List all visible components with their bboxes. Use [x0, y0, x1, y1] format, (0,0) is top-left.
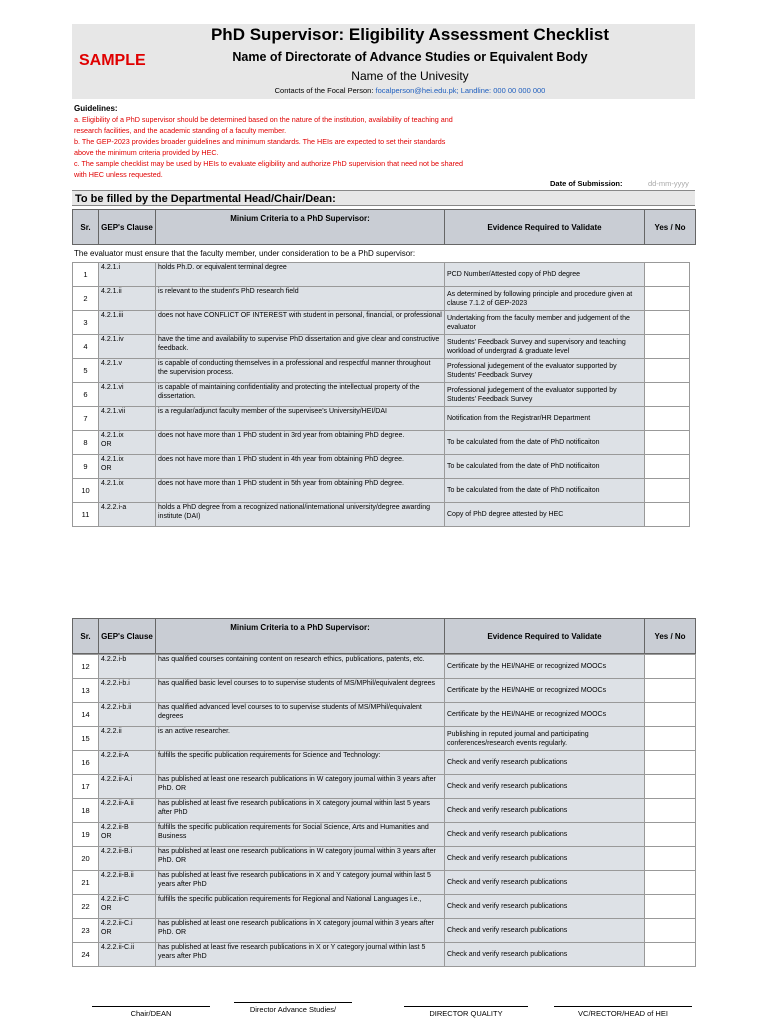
row-criteria: is capable of conducting themselves in a professional and respectful manner throughout the supervision process. — [156, 359, 445, 383]
evaluator-note: The evaluator must ensure that the faculty member, under consideration to be a PhD supervisor: — [74, 249, 416, 258]
row-sr: 1 — [73, 263, 99, 287]
col-clause: GEP's Clause — [99, 210, 156, 245]
yes-no-field[interactable] — [645, 287, 690, 311]
row-evidence: Undertaking from the faculty member and judgement of the evaluator — [445, 311, 645, 335]
col-yesno: Yes / No — [645, 619, 696, 654]
row-sr: 16 — [73, 751, 99, 775]
signature-line — [92, 1006, 210, 1007]
row-evidence: Check and verify research publications — [445, 751, 645, 775]
row-criteria: has published at least five research publications in X or Y category journal within last 5 years after PhD — [156, 943, 445, 967]
table-row — [73, 823, 696, 847]
col-clause: GEP's Clause — [99, 619, 156, 654]
yes-no-field[interactable] — [645, 479, 690, 503]
yes-no-field[interactable] — [645, 943, 696, 967]
col-yesno: Yes / No — [645, 210, 696, 245]
row-clause: 4.2.2.ii-C.ii — [99, 943, 156, 967]
row-clause: 4.2.2.ii-A.i — [99, 775, 156, 799]
signature-line — [234, 1002, 352, 1003]
row-sr: 8 — [73, 431, 99, 455]
row-criteria: does not have more than 1 PhD student in 4th year from obtaining PhD degree. — [156, 455, 445, 479]
row-criteria: does not have CONFLICT OF INTEREST with student in personal, financial, or professional — [156, 311, 445, 335]
contacts-line — [150, 86, 670, 95]
yes-no-field[interactable] — [645, 679, 696, 703]
row-criteria: has qualified advanced level courses to to supervise students of MS/MPhil/equivalent degrees — [156, 703, 445, 727]
table-row — [73, 655, 696, 679]
yes-no-field[interactable] — [645, 703, 696, 727]
row-criteria: fulfills the specific publication requirements for Regional and National Languages i.e., — [156, 895, 445, 919]
row-criteria: has published at least one research publications in W category journal within 3 years after PhD. OR — [156, 775, 445, 799]
table-row — [73, 287, 690, 311]
col-criteria: Minium Criteria to a PhD Supervisor: — [156, 210, 445, 245]
row-evidence: PCD Number/Attested copy of PhD degree — [445, 263, 645, 287]
yes-no-field[interactable] — [645, 895, 696, 919]
sample-label: SAMPLE — [79, 52, 146, 69]
row-clause: 4.2.2.ii-A — [99, 751, 156, 775]
row-sr: 6 — [73, 383, 99, 407]
row-clause: 4.2.1.iv — [99, 335, 156, 359]
row-criteria: does not have more than 1 PhD student in 3rd year from obtaining PhD degree. — [156, 431, 445, 455]
row-clause: 4.2.1.ix OR — [99, 455, 156, 479]
row-criteria: has published at least one research publications in X category journal within 3 years after PhD. OR — [156, 919, 445, 943]
row-sr: 18 — [73, 799, 99, 823]
row-clause: 4.2.1.vi — [99, 383, 156, 407]
signature-vc — [554, 1006, 692, 1018]
table-row — [73, 407, 690, 431]
table-row — [73, 943, 696, 967]
signature-label: VC/RECTOR/HEAD of HEI — [578, 1009, 668, 1018]
row-sr: 23 — [73, 919, 99, 943]
yes-no-field[interactable] — [645, 503, 690, 527]
row-clause: 4.2.1.i — [99, 263, 156, 287]
table-row — [73, 503, 690, 527]
table-row — [73, 799, 696, 823]
yes-no-field[interactable] — [645, 871, 696, 895]
row-clause: 4.2.2.ii-B OR — [99, 823, 156, 847]
row-evidence: Certificate by the HEI/NAHE or recognized MOOCs — [445, 655, 645, 679]
col-criteria: Minium Criteria to a PhD Supervisor: — [156, 619, 445, 654]
guideline-line: a. Eligibility of a PhD supervisor should be determined based on the nature of the institution, availability of teaching and — [74, 115, 453, 124]
row-clause: 4.2.2.ii-C.i OR — [99, 919, 156, 943]
row-evidence: Professional judegement of the evaluator supported by Students' Feedback Survey — [445, 383, 645, 407]
table-row — [73, 919, 696, 943]
row-clause: 4.2.1.vii — [99, 407, 156, 431]
row-clause: 4.2.2.i-b — [99, 655, 156, 679]
row-sr: 9 — [73, 455, 99, 479]
row-criteria: have the time and availability to supervise PhD dissertation and give clear and constructive feedback. — [156, 335, 445, 359]
signature-label: Director Advance Studies/ — [249, 1005, 337, 1014]
signature-director-quality — [404, 1006, 528, 1018]
table-row — [73, 775, 696, 799]
row-clause: 4.2.2.ii-C OR — [99, 895, 156, 919]
yes-no-field[interactable] — [645, 919, 696, 943]
submission-date-field[interactable]: dd-mm-yyyy — [648, 179, 689, 188]
contacts-label: Contacts of the Focal Person: — [274, 86, 374, 95]
row-criteria: fulfills the specific publication requirements for Science and Technology: — [156, 751, 445, 775]
row-evidence: Check and verify research publications — [445, 847, 645, 871]
table-row — [73, 383, 690, 407]
row-evidence: Check and verify research publications — [445, 823, 645, 847]
row-sr: 4 — [73, 335, 99, 359]
table-row — [73, 679, 696, 703]
col-evidence: Evidence Required to Validate — [445, 210, 645, 245]
yes-no-field[interactable] — [645, 383, 690, 407]
table-row — [73, 727, 696, 751]
table-row — [73, 895, 696, 919]
yes-no-field[interactable] — [645, 431, 690, 455]
guideline-line: b. The GEP-2023 provides broader guidelines and minimum standards. The HEIs are expected to set their standards — [74, 137, 446, 146]
signature-chair — [92, 1006, 210, 1018]
table-row — [73, 479, 690, 503]
table-row — [73, 311, 690, 335]
signature-label: Chair/DEAN — [130, 1009, 172, 1018]
row-sr: 10 — [73, 479, 99, 503]
checklist-header-1 — [72, 209, 696, 245]
row-clause: 4.2.2.i-b.ii — [99, 703, 156, 727]
row-sr: 2 — [73, 287, 99, 311]
row-sr: 15 — [73, 727, 99, 751]
yes-no-field[interactable] — [645, 775, 696, 799]
yes-no-field[interactable] — [645, 359, 690, 383]
table-row — [73, 871, 696, 895]
row-clause: 4.2.2.i-a — [99, 503, 156, 527]
row-evidence: Check and verify research publications — [445, 919, 645, 943]
row-sr: 19 — [73, 823, 99, 847]
page-title: PhD Supervisor: Eligibility Assessment Checklist — [210, 25, 610, 44]
row-criteria: is relevant to the student's PhD research field — [156, 287, 445, 311]
row-criteria: fulfills the specific publication requirements for Social Science, Arts and Humanities and Business — [156, 823, 445, 847]
row-evidence: Copy of PhD degree attested by HEC — [445, 503, 645, 527]
guidelines-heading: Guidelines: — [74, 104, 118, 113]
row-evidence: Check and verify research publications — [445, 799, 645, 823]
yes-no-field[interactable] — [645, 751, 696, 775]
signature-director-advance — [234, 1002, 352, 1014]
row-criteria: is a regular/adjunct faculty member of the supervisee's University/HEI/DAI — [156, 407, 445, 431]
table-row — [73, 359, 690, 383]
signature-label: DIRECTOR QUALITY — [429, 1009, 503, 1018]
checklist-table-2 — [72, 654, 696, 967]
row-sr: 14 — [73, 703, 99, 727]
row-evidence: Professional judegement of the evaluator supported by Students' Feedback Survey — [445, 359, 645, 383]
row-evidence: Certificate by the HEI/NAHE or recognized MOOCs — [445, 679, 645, 703]
row-clause: 4.2.1.ii — [99, 287, 156, 311]
row-clause: 4.2.1.iii — [99, 311, 156, 335]
row-evidence: As determined by following principle and procedure given at clause 7.1.2 of GEP-2023 — [445, 287, 645, 311]
row-criteria: holds Ph.D. or equivalent terminal degree — [156, 263, 445, 287]
col-sr: Sr. — [73, 210, 99, 245]
yes-no-field[interactable] — [645, 799, 696, 823]
row-evidence: Check and verify research publications — [445, 895, 645, 919]
row-criteria: has published at least five research publications in X category journal within last 5 years after PhD — [156, 799, 445, 823]
checklist-header-2 — [72, 618, 696, 654]
row-evidence: To be calculated from the date of PhD notificaiton — [445, 431, 645, 455]
row-evidence: To be calculated from the date of PhD notificaiton — [445, 455, 645, 479]
row-sr: 11 — [73, 503, 99, 527]
row-evidence: Check and verify research publications — [445, 943, 645, 967]
directorate-name: Name of Directorate of Advance Studies or Equivalent Body — [232, 50, 588, 64]
signature-line — [554, 1006, 692, 1007]
row-clause: 4.2.2.i-b.i — [99, 679, 156, 703]
yes-no-field[interactable] — [645, 847, 696, 871]
yes-no-field[interactable] — [645, 311, 690, 335]
row-criteria: has qualified basic level courses to to supervise students of MS/MPhil/equivalent degrees — [156, 679, 445, 703]
row-evidence: To be calculated from the date of PhD notificaiton — [445, 479, 645, 503]
row-evidence: Check and verify research publications — [445, 871, 645, 895]
row-sr: 24 — [73, 943, 99, 967]
row-criteria: is an active researcher. — [156, 727, 445, 751]
row-clause: 4.2.1.ix OR — [99, 431, 156, 455]
section-title: To be filled by the Departmental Head/Chair/Dean: — [72, 190, 695, 206]
row-evidence: Students' Feedback Survey and supervisory and teaching workload of undergrad & graduate level — [445, 335, 645, 359]
table-row — [73, 751, 696, 775]
col-evidence: Evidence Required to Validate — [445, 619, 645, 654]
university-name: Name of the Univesity — [351, 69, 469, 83]
row-sr: 13 — [73, 679, 99, 703]
row-criteria: has published at least five research publications in X and Y category journal within last 5 years after PhD — [156, 871, 445, 895]
row-criteria: holds a PhD degree from a recognized national/international university/degree awarding institute (DAI) — [156, 503, 445, 527]
row-evidence: Check and verify research publications — [445, 775, 645, 799]
yes-no-field[interactable] — [645, 335, 690, 359]
guideline-line: research facilities, and the academic standing of a faculty member. — [74, 126, 287, 135]
table-row — [73, 703, 696, 727]
row-sr: 17 — [73, 775, 99, 799]
row-clause: 4.2.2.ii-B.i — [99, 847, 156, 871]
signature-line — [404, 1006, 528, 1007]
row-sr: 21 — [73, 871, 99, 895]
row-clause: 4.2.2.ii-A.ii — [99, 799, 156, 823]
row-evidence: Certificate by the HEI/NAHE or recognized MOOCs — [445, 703, 645, 727]
row-clause: 4.2.2.ii-B.ii — [99, 871, 156, 895]
table-row — [73, 431, 690, 455]
row-sr: 20 — [73, 847, 99, 871]
table-row — [73, 335, 690, 359]
row-sr: 7 — [73, 407, 99, 431]
row-sr: 3 — [73, 311, 99, 335]
table-row — [73, 847, 696, 871]
table-row — [73, 263, 690, 287]
row-criteria: has qualified courses containing content on research ethics, publications, patents, etc. — [156, 655, 445, 679]
contacts-value[interactable]: focalperson@hei.edu.pk; Landline: 000 00 000 000 — [375, 86, 546, 95]
row-clause: 4.2.2.ii — [99, 727, 156, 751]
submission-date-label: Date of Submission: — [550, 179, 623, 188]
row-evidence: Publishing in reputed journal and participating conferences/research events regularly. — [445, 727, 645, 751]
table-row — [73, 455, 690, 479]
guideline-line: above the minimum criteria provided by HEC. — [74, 148, 219, 157]
yes-no-field[interactable] — [645, 407, 690, 431]
yes-no-field[interactable] — [645, 823, 696, 847]
row-sr: 22 — [73, 895, 99, 919]
row-sr: 5 — [73, 359, 99, 383]
guideline-line: c. The sample checklist may be used by HEIs to evaluate eligibility and authorize PhD supervision that need not be shared — [74, 159, 464, 168]
row-clause: 4.2.1.v — [99, 359, 156, 383]
row-sr: 12 — [73, 655, 99, 679]
row-evidence: Notification from the Registrar/HR Department — [445, 407, 645, 431]
row-criteria: is capable of maintaining confidentiality and protecting the intellectual property of the dissertation. — [156, 383, 445, 407]
yes-no-field[interactable] — [645, 263, 690, 287]
yes-no-field[interactable] — [645, 655, 696, 679]
row-criteria: has published at least one research publications in W category journal within 3 years after PhD. OR — [156, 847, 445, 871]
yes-no-field[interactable] — [645, 727, 696, 751]
checklist-table-1 — [72, 262, 690, 527]
guideline-line: with HEC unless requested. — [74, 170, 163, 179]
yes-no-field[interactable] — [645, 455, 690, 479]
row-criteria: does not have more than 1 PhD student in 5th year from obtaining PhD degree. — [156, 479, 445, 503]
col-sr: Sr. — [73, 619, 99, 654]
row-clause: 4.2.1.ix — [99, 479, 156, 503]
